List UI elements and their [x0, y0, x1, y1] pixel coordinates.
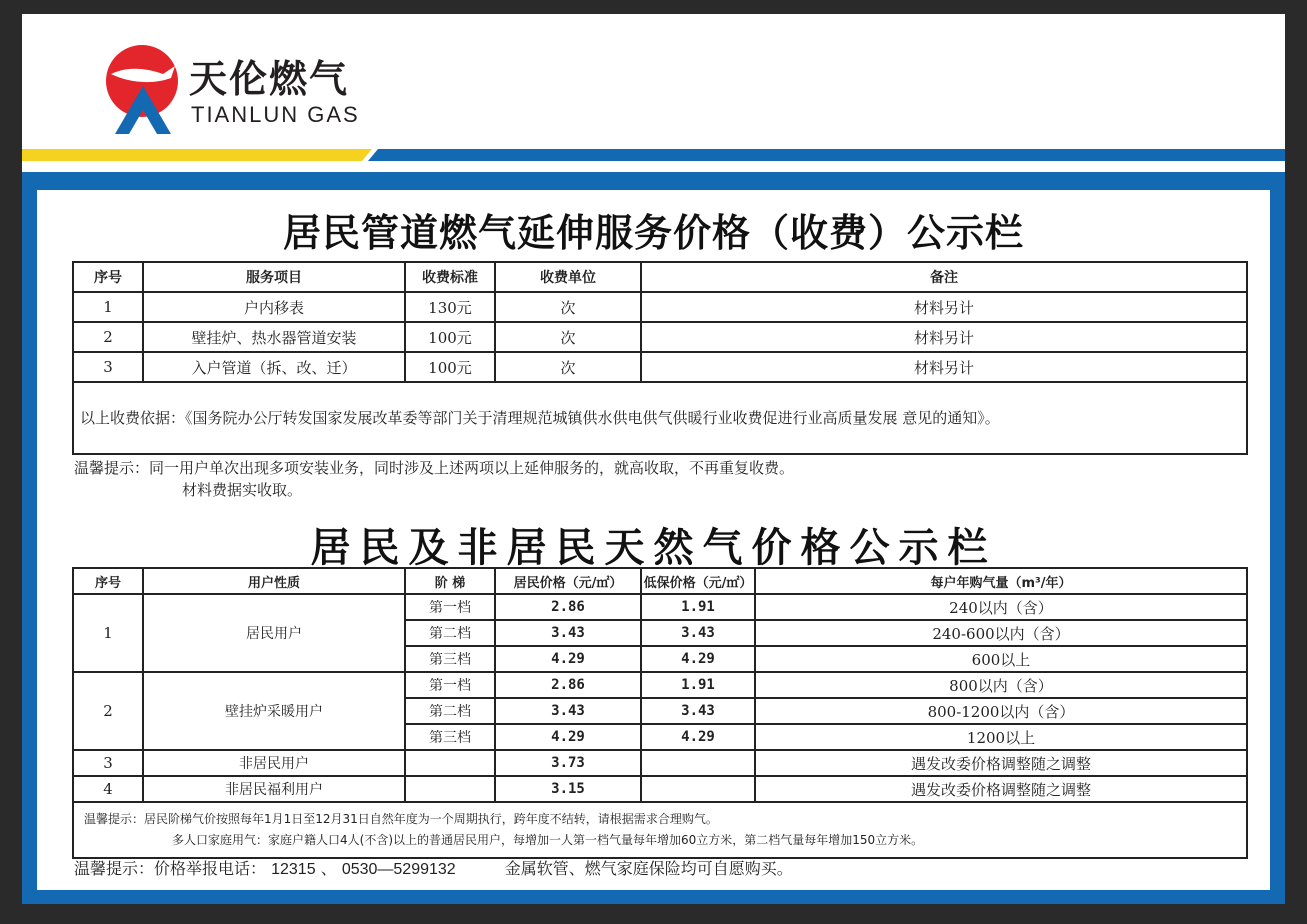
- cell-annual-volume: 240以内（含）: [755, 594, 1247, 620]
- cell-tier: 第三档: [405, 646, 495, 672]
- cell-no: 1: [73, 292, 143, 322]
- col-header-fee: 收费标准: [405, 262, 495, 292]
- col-header-unit: 收费单位: [495, 262, 641, 292]
- table-row: [73, 672, 1247, 698]
- col-header-tier: 阶 梯: [405, 568, 495, 594]
- cell-tier: 第一档: [405, 672, 495, 698]
- cell-annual-volume: 800-1200以内（含）: [755, 698, 1247, 724]
- cell-lowincome-price: 1.91: [641, 672, 755, 698]
- cell-fee: 100元: [405, 352, 495, 382]
- cell-resident-price: 2.86: [495, 672, 641, 698]
- table-row: [73, 352, 1247, 382]
- brand-name-cn: 天伦燃气: [189, 57, 350, 101]
- table-row: [73, 292, 1247, 322]
- notice-board: [22, 14, 1285, 904]
- gas-price-note-line2: 多人口家庭用气：家庭户籍人口4人(不含)以上的普通居民用户，每增加一人第一档气量每年增加60立方米，第二档气量每年增加150立方米。: [172, 833, 924, 847]
- cell-lowincome-price: [641, 776, 755, 802]
- cell-unit: 次: [495, 352, 641, 382]
- brand-logo: [105, 44, 385, 134]
- cell-lowincome-price: [641, 750, 755, 776]
- blue-frame: [22, 172, 1285, 904]
- cell-lowincome-price: 3.43: [641, 698, 755, 724]
- cell-no: 3: [73, 750, 143, 776]
- cell-item: 壁挂炉、热水器管道安装: [143, 322, 405, 352]
- gas-price-title: 居民及非居民天然气价格公示栏: [310, 525, 997, 571]
- cell-fee: 100元: [405, 322, 495, 352]
- cell-lowincome-price: 1.91: [641, 594, 755, 620]
- cell-tier: [405, 750, 495, 776]
- table-row: [73, 750, 1247, 776]
- cell-annual-volume: 800以内（含）: [755, 672, 1247, 698]
- gas-price-note-line1: 温馨提示：居民阶梯气价按照每年1月1日至12月31日自然年度为一个周期执行，跨年度不结转，请根据需求合理购气。: [84, 812, 718, 826]
- cell-item: 户内移表: [143, 292, 405, 322]
- cell-user-type: 非居民用户: [143, 750, 405, 776]
- note-row: [73, 802, 1247, 858]
- cell-resident-price: 3.43: [495, 620, 641, 646]
- table-row: [73, 594, 1247, 620]
- header-stripe: [22, 149, 1285, 161]
- cell-annual-volume: 遇发改委价格调整随之调整: [755, 750, 1247, 776]
- cell-user-type: 居民用户: [143, 594, 405, 672]
- cell-resident-price: 3.43: [495, 698, 641, 724]
- footer-extra: 金属软管、燃气家庭保险均可自愿购买。: [504, 859, 793, 878]
- cell-no: 4: [73, 776, 143, 802]
- col-header-no: 序号: [73, 568, 143, 594]
- cell-unit: 次: [495, 292, 641, 322]
- cell-annual-volume: 240-600以内（含）: [755, 620, 1247, 646]
- service-tip-line2: 材料费据实收取。: [182, 481, 303, 499]
- cell-note: 材料另计: [641, 322, 1247, 352]
- brand-name-en: TIANLUN GAS: [191, 102, 360, 127]
- service-price-table: [72, 261, 1248, 455]
- footer-tip: [74, 856, 793, 879]
- report-phone-2: 0530—5299132: [341, 861, 456, 878]
- cell-resident-price: 3.15: [495, 776, 641, 802]
- cell-annual-volume: 600以上: [755, 646, 1247, 672]
- cell-no: 2: [73, 322, 143, 352]
- col-header-item: 服务项目: [143, 262, 405, 292]
- table-header-row: [73, 262, 1247, 292]
- cell-no: 1: [73, 594, 143, 672]
- col-header-resident-price: 居民价格（元/㎡）: [495, 568, 641, 594]
- col-header-user-type: 用户性质: [143, 568, 405, 594]
- cell-note: 材料另计: [641, 352, 1247, 382]
- service-price-title: 居民管道燃气延伸服务价格（收费）公示栏: [282, 211, 1024, 255]
- cell-tier: 第三档: [405, 724, 495, 750]
- cell-no: 3: [73, 352, 143, 382]
- service-tip: [74, 457, 794, 501]
- cell-tier: 第一档: [405, 594, 495, 620]
- table-header-row: [73, 568, 1247, 594]
- cell-no: 2: [73, 672, 143, 750]
- col-header-no: 序号: [73, 262, 143, 292]
- cell-resident-price: 2.86: [495, 594, 641, 620]
- table-row: [73, 776, 1247, 802]
- cell-tier: 第二档: [405, 698, 495, 724]
- cell-resident-price: 3.73: [495, 750, 641, 776]
- basis-row: [73, 382, 1247, 454]
- col-header-annual-volume: 每户年购气量（m³/年）: [755, 568, 1247, 594]
- col-header-lowincome-price: 低保价格（元/㎡）: [641, 568, 755, 594]
- cell-user-type: 壁挂炉采暖用户: [143, 672, 405, 750]
- cell-lowincome-price: 4.29: [641, 724, 755, 750]
- table-row: [73, 322, 1247, 352]
- cell-item: 入户管道（拆、改、迁）: [143, 352, 405, 382]
- cell-annual-volume: 遇发改委价格调整随之调整: [755, 776, 1247, 802]
- cell-note: 材料另计: [641, 292, 1247, 322]
- report-phone-1: 12315: [271, 861, 316, 878]
- tianlun-logo-icon: [105, 44, 183, 134]
- cell-unit: 次: [495, 322, 641, 352]
- cell-tier: [405, 776, 495, 802]
- header: [22, 14, 1285, 149]
- cell-resident-price: 4.29: [495, 724, 641, 750]
- gas-price-note: [73, 802, 1247, 858]
- cell-fee: 130元: [405, 292, 495, 322]
- cell-user-type: 非居民福利用户: [143, 776, 405, 802]
- footer-separator: 、: [320, 859, 337, 878]
- cell-lowincome-price: 3.43: [641, 620, 755, 646]
- col-header-note: 备注: [641, 262, 1247, 292]
- cell-tier: 第二档: [405, 620, 495, 646]
- cell-annual-volume: 1200以上: [755, 724, 1247, 750]
- fee-basis-text: 以上收费依据：《国务院办公厅转发国家发展改革委等部门关于清理规范城镇供水供电供气供暖行业收费促进行业高质量发展 意见的通知》。: [73, 382, 1247, 454]
- footer-prefix: 温馨提示：价格举报电话：: [74, 859, 267, 878]
- service-tip-line1: 温馨提示：同一用户单次出现多项安装业务，同时涉及上述两项以上延伸服务的，就高收取，不再重复收费。: [74, 459, 795, 477]
- gas-price-table: [72, 567, 1248, 859]
- cell-lowincome-price: 4.29: [641, 646, 755, 672]
- cell-resident-price: 4.29: [495, 646, 641, 672]
- content-panel: [37, 190, 1270, 890]
